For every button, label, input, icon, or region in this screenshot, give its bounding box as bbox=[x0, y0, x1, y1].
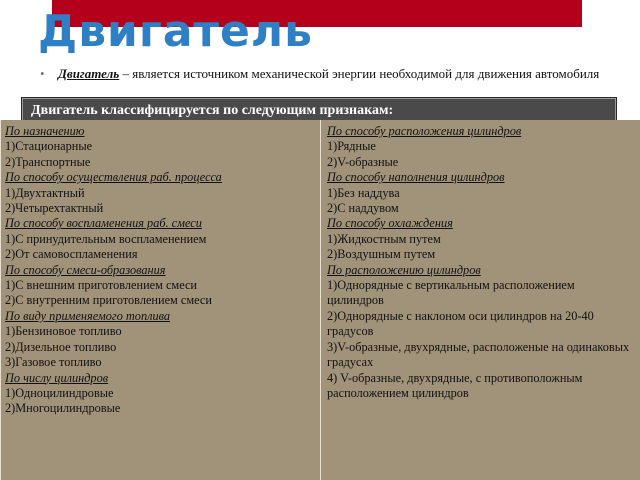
classification-table bbox=[0, 120, 640, 480]
bullet-icon: • bbox=[40, 66, 45, 81]
category-item: 2)Четырехтактный bbox=[5, 201, 104, 216]
category-item: 3)V-образные, двухрядные, расположеные на одинаковых градусах bbox=[327, 339, 630, 370]
left-column bbox=[0, 120, 321, 480]
definition-term: Двигатель bbox=[58, 66, 120, 81]
category-item: 1)Бензиновое топливо bbox=[5, 324, 122, 339]
category-heading: По способу охлаждения bbox=[327, 216, 453, 231]
category-item: 2)Транспортные bbox=[5, 154, 91, 169]
category-heading: По способу наполнения цилиндров bbox=[327, 170, 505, 185]
category-item: 3)Газовое топливо bbox=[5, 355, 102, 370]
category-heading: По числу цилиндров bbox=[5, 370, 109, 385]
category-item: 2)От самовоспламенения bbox=[5, 247, 138, 262]
category-item: 2)Однорядные с наклоном оси цилиндров на 20-40 градусов bbox=[327, 308, 594, 339]
category-item: 1)Однорядные с вертикальным расположением цилиндров bbox=[327, 278, 575, 308]
table-border bbox=[0, 120, 1, 480]
page-title: Двигатель bbox=[38, 6, 313, 57]
category-item: 1)Стационарные bbox=[5, 139, 93, 154]
category-heading: По расположению цилиндров bbox=[327, 262, 481, 277]
category-heading: По способу осуществления раб. процесса bbox=[5, 170, 222, 185]
category-heading: По способу смеси-образования bbox=[5, 262, 166, 277]
category-item: 2)С внутренним приготовлением смеси bbox=[5, 293, 212, 308]
category-item: 2)V-образные bbox=[327, 154, 399, 169]
category-item: 2)Многоцилиндровые bbox=[5, 401, 121, 416]
category-item: 1)С принудительным воспламенением bbox=[5, 231, 207, 246]
category-item: 1)Без наддува bbox=[327, 185, 400, 200]
category-item: 2)С наддувом bbox=[327, 201, 399, 216]
category-heading: По способу расположения цилиндров bbox=[327, 124, 522, 138]
definition-text bbox=[40, 66, 600, 82]
category-item: 2)Дизельное топливо bbox=[5, 339, 117, 354]
category-item: 4) V-образные, двухрядные, с противоположным расположением цилиндров bbox=[327, 370, 583, 400]
category-item: 1)Рядные bbox=[327, 139, 376, 154]
category-item: 2)Воздушным путем bbox=[327, 247, 436, 262]
category-heading: По виду применяемого топлива bbox=[5, 308, 171, 323]
category-item: 1)Одноцилиндровые bbox=[5, 385, 114, 400]
category-item: 1)С внешним приготовлением смеси bbox=[5, 278, 198, 293]
category-heading: По способу воспламенения раб. смеси bbox=[5, 216, 202, 231]
definition-body: – является источником механической энергии необходимой для движения автомобиля bbox=[119, 66, 600, 81]
category-item: 1)Жидкостным путем bbox=[327, 231, 441, 246]
definition-bullet bbox=[40, 66, 600, 82]
classification-banner: Двигатель классифицируется по следующим признакам: bbox=[22, 98, 616, 122]
category-heading: По назначению bbox=[5, 124, 85, 138]
category-item: 1)Двухтактный bbox=[5, 185, 85, 200]
right-column bbox=[321, 120, 640, 480]
